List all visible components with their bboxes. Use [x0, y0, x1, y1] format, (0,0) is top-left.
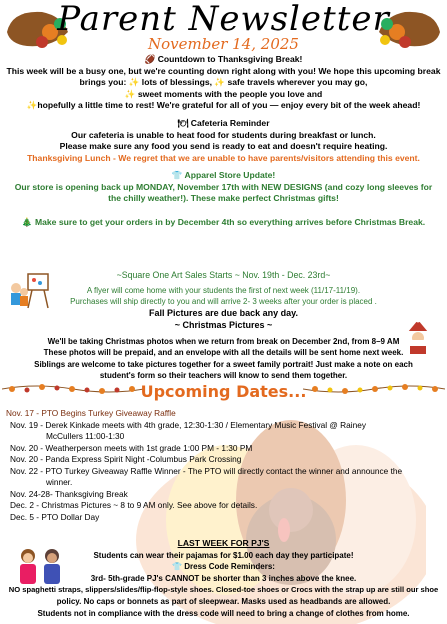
event-item: winner.: [46, 477, 73, 487]
pajama-line: 3rd- 5th-grade PJ's CANNOT be shorter than 3 inches above the knee.: [90, 573, 357, 583]
art-sale-heading: ~Square One Art Sales Starts ~ Nov. 19th - Dec. 23rd~: [116, 270, 331, 280]
intro-line: ✨hopefully a little time to rest! We're grateful for all of you — enjoy every bit of the week ahead!: [26, 100, 421, 111]
event-item: Nov. 19 - Derek Kinkade meets with 4th grade, 12:30-1:30 / Elementary Music Festival @ Rainey: [10, 419, 366, 430]
event-item: Nov. 20 - Panda Express Spirit Night -Columbus Park Crossing: [10, 454, 242, 464]
store-line: the chilly weather!). These make perfect Christmas gifts!: [108, 193, 339, 204]
event-item: Dec. 2 - Christmas Pictures ~ 8 to 9 AM only. See above for details.: [10, 500, 258, 510]
art-sale-section: [0, 270, 447, 319]
intro-line: brings you: ✨ lots of blessings, ✨ safe travels wherever you may go,: [79, 77, 368, 88]
pajama-section: [0, 538, 447, 619]
christmas-pictures-line: student's form so their teachers will know to send them together.: [99, 371, 348, 381]
christmas-pictures-line: Siblings are welcome to take pictures together for a sweet family portrait! Just make a note on each: [34, 359, 413, 369]
tree-icon: 🎄: [21, 216, 33, 227]
christmas-pictures-line: These photos will be prepaid, and an envelope with all the details will be sent home next week.: [43, 348, 404, 358]
christmas-pictures-heading: ~ Christmas Pictures ~: [174, 320, 273, 330]
cafeteria-heading: Cafeteria Reminder: [190, 118, 270, 128]
dress-code-heading: Dress Code Reminders:: [184, 562, 275, 572]
christmas-pictures-line: We'll be taking Christmas photos when we return from break on December 2nd, from 8–9 AM: [47, 336, 400, 346]
christmas-pictures-section: [0, 320, 447, 382]
newsletter-title: Parent Newsletter: [57, 0, 390, 39]
shirt-icon: 👕: [172, 562, 183, 572]
upcoming-dates-list: [6, 408, 436, 523]
pajama-line: NO spaghetti straps, slippers/slides/flip-flop-style shoes. Closed-toe shoes or Crocs with the strap up are still our shoe: [8, 585, 439, 595]
event-item: Nov. 24-28- Thanksgiving Break: [10, 488, 128, 499]
art-sale-line: Purchases will ship directly to you and will arrive 2- 3 weeks after your order is placed .: [70, 297, 377, 307]
intro-line: This week will be a busy one, but we're counting down right along with you! We hope this upcoming break: [6, 65, 441, 76]
store-line: Our store is opening back up MONDAY, November 17th with NEW DESIGNS (and cozy long sleeves for: [14, 181, 433, 192]
pajama-line: Students can wear their pajamas for $1.00 each day they participate!: [93, 550, 354, 560]
fall-pictures-note: Fall Pictures are due back any day.: [149, 307, 298, 318]
intro-section: [0, 54, 447, 112]
newsletter-date: November 14, 2025: [148, 35, 299, 53]
event-item: Nov. 17 - PTO Begins Turkey Giveaway Raffle: [6, 408, 176, 418]
countdown-text: Countdown to Thanksgiving Break!: [157, 54, 303, 64]
event-item: Nov. 20 - Weatherperson meets with 1st grade 1:00 PM - 1:30 PM: [10, 442, 253, 453]
intro-line: ✨ sweet moments with the people you love and: [124, 88, 323, 99]
store-line: Make sure to get your orders in by December 4th so everything arrives before Christmas Break.: [34, 216, 426, 227]
football-icon: 🏈: [144, 54, 156, 64]
event-item: McCullers 11:00-1:30: [46, 431, 125, 441]
pajama-line: policy. No caps or bonnets as part of sleepwear. Masks used as headbands are allowed.: [56, 596, 391, 606]
pajama-line: Students not in compliance with the dress code will need to bring a change of clothes from home.: [37, 608, 410, 618]
cafeteria-section: [0, 118, 447, 164]
shirt-icon: 👕: [171, 170, 183, 180]
upcoming-dates-heading: Upcoming Dates...: [140, 382, 307, 401]
art-sale-line: A flyer will come home with your students the first of next week (11/17-11/19).: [86, 285, 361, 295]
pajama-heading: LAST WEEK FOR PJ'S: [177, 538, 270, 548]
cafeteria-line: Our cafeteria is unable to heat food for students during breakfast or lunch.: [71, 129, 376, 140]
event-item: Dec. 5 - PTO Dollar Day: [10, 511, 100, 522]
fork-knife-icon: 🍽: [177, 118, 189, 128]
cafeteria-line: Please make sure any food you send is ready to eat and doesn't require heating.: [59, 141, 388, 152]
store-heading: Apparel Store Update!: [184, 170, 276, 180]
cafeteria-line: Thanksgiving Lunch - We regret that we are unable to have parents/visitors attending this event.: [27, 152, 420, 163]
event-item: Nov. 22 - PTO Turkey Giveaway Raffle Winner - The PTO will directly contact the winner and announce the: [10, 465, 403, 476]
store-section: [0, 170, 447, 228]
